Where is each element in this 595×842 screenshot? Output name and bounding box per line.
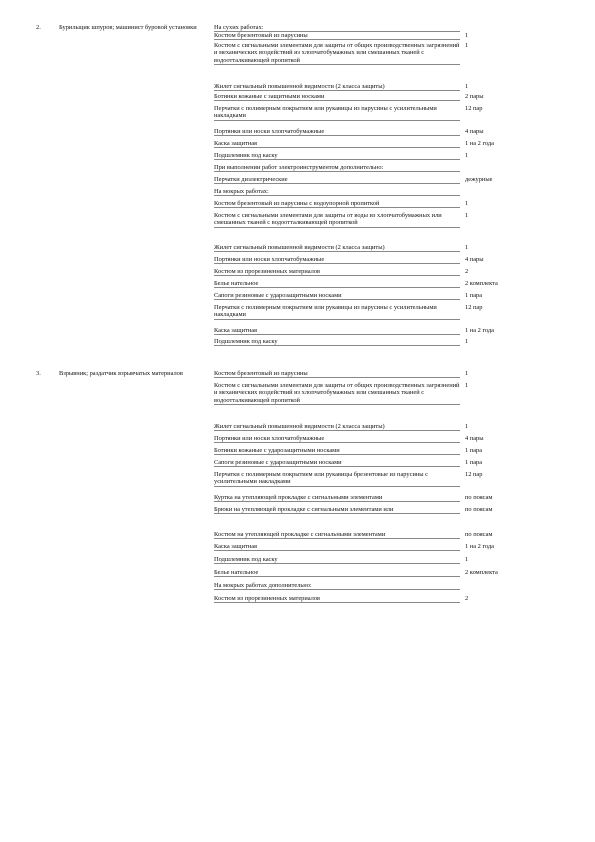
table-row	[0, 244, 595, 256]
item-quantity: 1	[465, 382, 469, 389]
item-name: Белье нательное	[214, 280, 460, 288]
item-quantity: 1	[465, 152, 469, 159]
item-quantity: 1	[465, 42, 469, 49]
item-quantity: 1 на 2 года	[465, 327, 495, 334]
item-name: Сапоги резиновые с ударозащитными носками	[214, 292, 460, 300]
item-quantity: 1 на 2 года	[465, 543, 495, 550]
item-name: Жилет сигнальный повышенной видимости (2 класса защиты)	[214, 83, 460, 91]
item-name: Брюки на утепляющей прокладке с сигнальными элементами или	[214, 506, 460, 514]
item-quantity: 2 комплекта	[465, 280, 498, 287]
item-quantity: 1 на 2 года	[465, 140, 495, 147]
table-row	[0, 423, 595, 435]
item-name: Ботинки кожаные с ударозащитными носками	[214, 447, 460, 455]
table-row	[0, 280, 595, 292]
table-row	[0, 569, 595, 582]
table-row	[0, 152, 595, 164]
item-name: Костюм брезентовый из парусины	[214, 370, 460, 378]
table-row	[0, 212, 595, 244]
table-row	[0, 24, 595, 32]
item-name: Подшлемник под каску	[214, 152, 460, 160]
table-row	[0, 543, 595, 556]
table-row	[0, 292, 595, 304]
table-row	[0, 256, 595, 268]
table-row	[0, 188, 595, 200]
item-quantity: 12 пар	[465, 105, 483, 112]
item-name: Куртка на утепляющей прокладке с сигнальными элементами	[214, 494, 460, 502]
row-number: 2.	[36, 24, 41, 31]
item-quantity: 4 пары	[465, 256, 484, 263]
item-name: При выполнении работ электроинструментом дополнительно:	[214, 164, 460, 172]
item-name: Жилет сигнальный повышенной видимости (2 класса защиты)	[214, 423, 460, 431]
item-name: Костюм из прорезиненных материалов	[214, 595, 460, 603]
norm-group	[0, 24, 595, 348]
item-quantity: 1	[465, 32, 469, 39]
item-name: Костюм с сигнальными элементами для защиты от общих производственных загрязнений и механических воздействий из хлопчатобумажных или смешанных тканей с водоотталкивающей пропиткой	[214, 382, 460, 404]
item-name: Портянки или носки хлопчатобумажные	[214, 256, 460, 264]
item-name: Перчатки с полимерным покрытием или рукавицы из парусины с усилительными накладками	[214, 304, 460, 320]
item-name: Сапоги резиновые с ударозащитными носками	[214, 459, 460, 467]
item-quantity: 12 пар	[465, 471, 483, 478]
norm-group	[0, 370, 595, 607]
item-name: Ботинки кожаные с защитными носками	[214, 93, 460, 101]
table-row	[0, 128, 595, 140]
item-quantity: по поясам	[465, 494, 493, 501]
item-name: Каска защитная	[214, 543, 460, 551]
item-name: Подшлемник под каску	[214, 556, 460, 564]
item-name: Каска защитная	[214, 327, 460, 335]
item-quantity: 1 пара	[465, 459, 483, 466]
table-row	[0, 556, 595, 569]
table-row	[0, 370, 595, 382]
table-row	[0, 506, 595, 531]
item-quantity: 1	[465, 370, 469, 377]
item-name: Портянки или носки хлопчатобумажные	[214, 128, 460, 136]
table-row	[0, 459, 595, 471]
job-title: Бурильщик шпуров; машинист буровой установки	[59, 24, 197, 31]
table-row	[0, 105, 595, 128]
table-row	[0, 435, 595, 447]
item-name: Костюм с сигнальными элементами для защиты от воды из хлопчатобумажных или смешанных тканей с водоотталкивающей пропиткой	[214, 212, 460, 228]
item-name: Белье нательное	[214, 569, 460, 577]
table-row	[0, 140, 595, 152]
item-name: Перчатки диэлектрические	[214, 176, 460, 184]
item-quantity: 4 пары	[465, 128, 484, 135]
item-name: Каска защитная	[214, 140, 460, 148]
item-name: Костюм брезентовый из парусины с водоупорной пропиткой	[214, 200, 460, 208]
item-quantity: 1 пара	[465, 447, 483, 454]
item-quantity: 4 пары	[465, 435, 484, 442]
item-quantity: 1	[465, 212, 469, 219]
item-quantity: по поясам	[465, 506, 493, 513]
item-quantity: 2	[465, 595, 469, 602]
item-quantity: 1	[465, 556, 469, 563]
table-row	[0, 447, 595, 459]
item-quantity: 12 пар	[465, 304, 483, 311]
table-row	[0, 268, 595, 280]
table-row	[0, 595, 595, 607]
table-row	[0, 338, 595, 348]
item-quantity: 1 пара	[465, 292, 483, 299]
item-quantity: 1	[465, 423, 469, 430]
table-row	[0, 176, 595, 188]
item-name: Подшлемник под каску	[214, 338, 460, 346]
item-quantity: дежурные	[465, 176, 493, 183]
table-row	[0, 327, 595, 338]
table-row	[0, 382, 595, 423]
table-row	[0, 32, 595, 42]
item-name: Костюм брезентовый из парусины	[214, 32, 460, 40]
item-quantity: 2	[465, 268, 469, 275]
table-row	[0, 471, 595, 494]
item-name: Костюм с сигнальными элементами для защиты от общих производственных загрязнений и механических воздействий из хлопчатобумажных или смешанных тканей с водоотталкивающей пропиткой	[214, 42, 460, 64]
item-quantity: 1	[465, 244, 469, 251]
item-quantity: 1	[465, 200, 469, 207]
item-name: На мокрых работах:	[214, 188, 460, 196]
table-row	[0, 494, 595, 506]
table-row	[0, 582, 595, 595]
table-row	[0, 93, 595, 105]
item-name: Перчатки с полимерным покрытием или рукавицы из парусины с усилительными накладками	[214, 105, 460, 121]
item-quantity: 2 пары	[465, 93, 484, 100]
item-name: На сухих работах:	[214, 24, 460, 32]
item-name: Костюм на утепляющей прокладке с сигнальными элементами	[214, 531, 460, 539]
table-row	[0, 200, 595, 212]
table-row	[0, 42, 595, 83]
item-name: На мокрых работах дополнительно:	[214, 582, 460, 590]
item-name: Портянки или носки хлопчатобумажные	[214, 435, 460, 443]
table-row	[0, 83, 595, 93]
item-name: Костюм из прорезиненных материалов	[214, 268, 460, 276]
item-quantity: по поясам	[465, 531, 493, 538]
table-row	[0, 304, 595, 327]
table-row	[0, 164, 595, 176]
item-quantity: 2 комплекта	[465, 569, 498, 576]
item-quantity: 1	[465, 338, 469, 345]
row-number: 3.	[36, 370, 41, 377]
item-name: Жилет сигнальный повышенной видимости (2 класса защиты)	[214, 244, 460, 252]
job-title: Взрывник; раздатчик взрывчатых материалов	[59, 370, 183, 377]
item-quantity: 1	[465, 83, 469, 90]
item-name: Перчатки с полимерным покрытием или рукавицы брезентовые из парусины с усилительными накладками	[214, 471, 460, 487]
table-row	[0, 531, 595, 543]
